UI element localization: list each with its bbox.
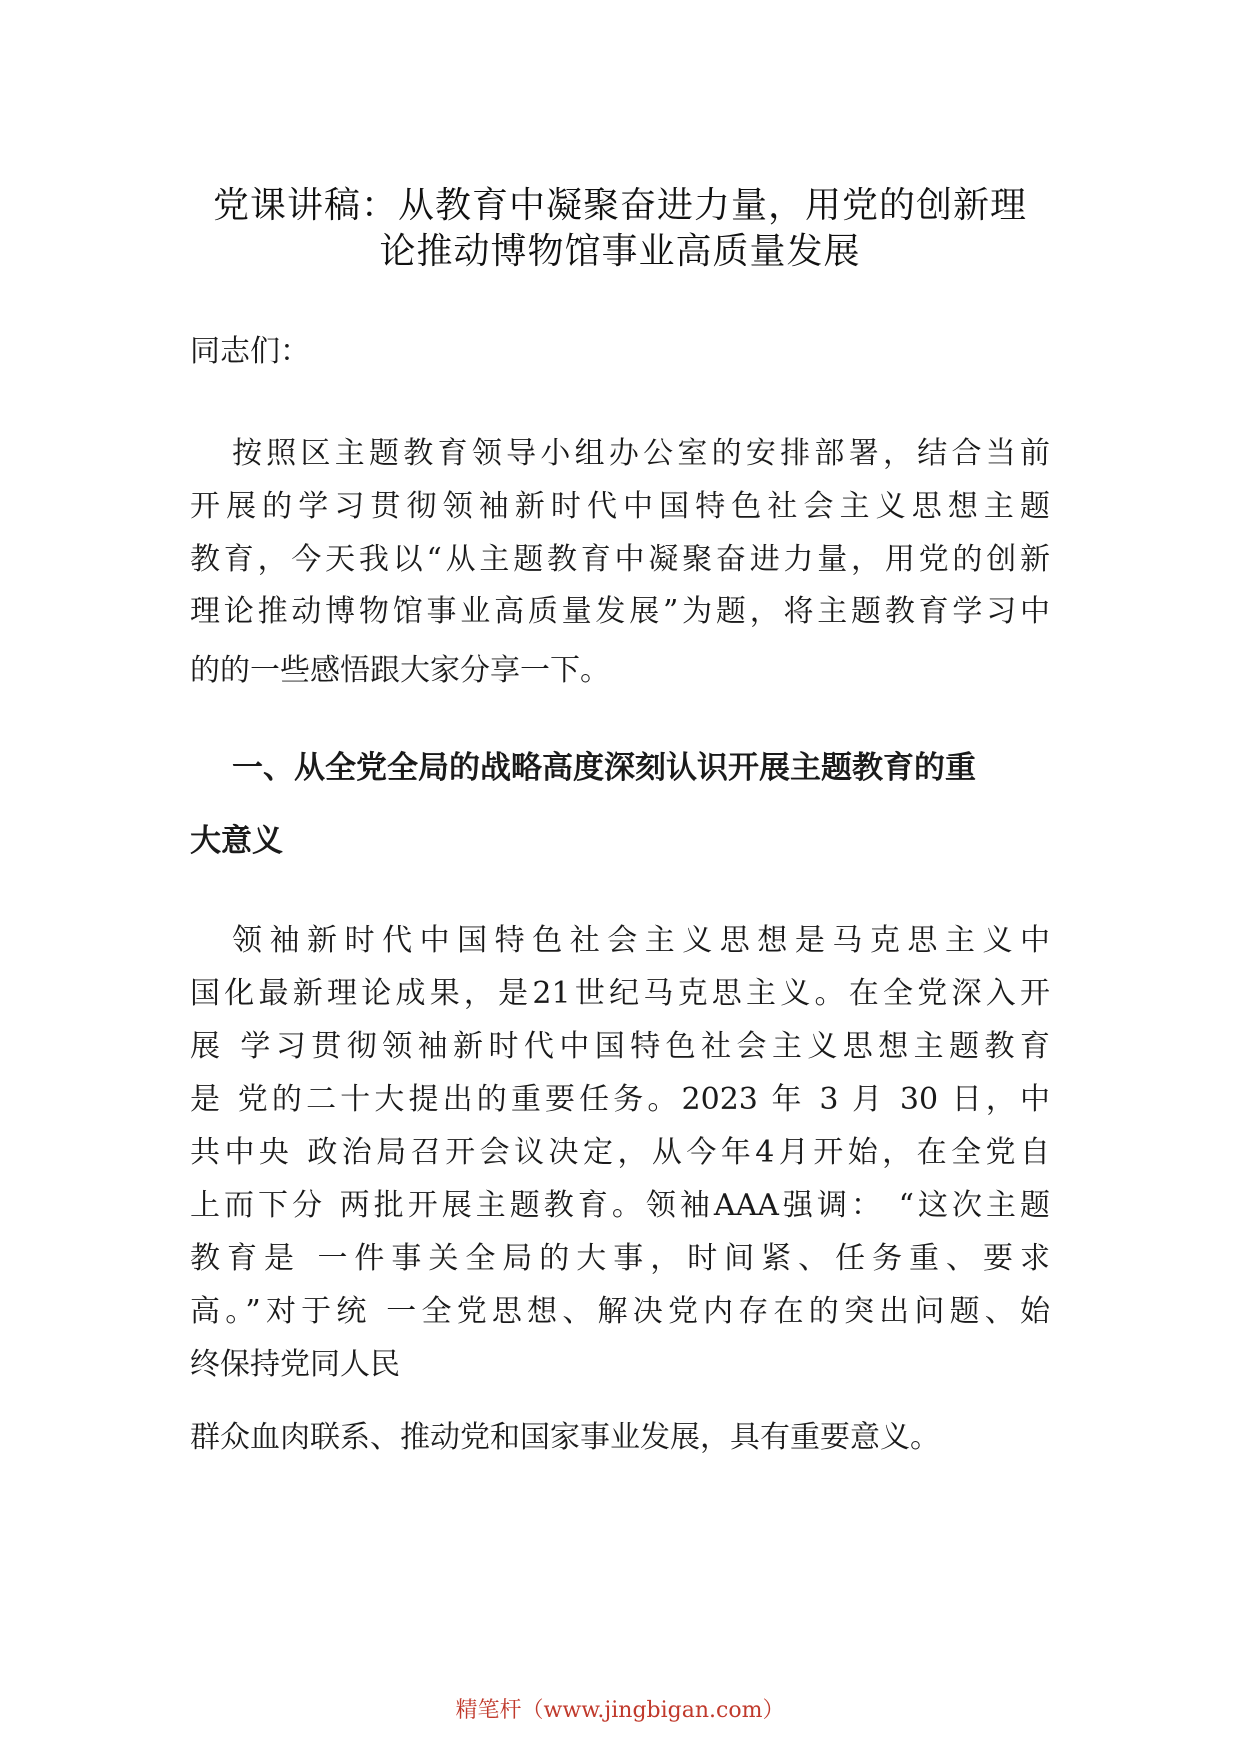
intro-line-5: 的的一些感悟跟大家分享一下。 [190, 653, 610, 688]
section-heading-line-2: 大意义 [190, 823, 283, 859]
body-line-10: 群众血肉联系、推动党和国家事业发展，具有重要意义。 [190, 1420, 940, 1455]
body-line-4: 是 党的二十大提出的重要任务。2023 年 3 月 30 日，中 [190, 1082, 1050, 1117]
section-heading-line-1: 一、从全党全局的战略高度深刻认识开展主题教育的重 [232, 750, 976, 786]
intro-line-3: 教育，今天我以“从主题教育中凝聚奋进力量，用党的创新 [190, 542, 1050, 577]
body-line-5: 共中央 政治局召开会议决定，从今年4月开始，在全党自 [190, 1135, 1050, 1170]
body-line-1: 领袖新时代中国特色社会主义思想是马克思主义中 [232, 923, 1050, 958]
body-line-9: 终保持党同人民 [190, 1347, 400, 1382]
body-line-8: 高。”对于统 一全党思想、解决党内存在的突出问题、始 [190, 1294, 1050, 1329]
document-title-line-2: 论推动博物馆事业高质量发展 [379, 231, 861, 272]
intro-line-1: 按照区主题教育领导小组办公室的安排部署，结合当前 [232, 436, 1050, 471]
intro-line-2: 开展的学习贯彻领袖新时代中国特色社会主义思想主题 [190, 489, 1050, 524]
document-title-line-1: 党课讲稿：从教育中凝聚奋进力量，用党的创新理 [212, 185, 1027, 226]
body-line-6: 上而下分 两批开展主题教育。领袖AAA强调： “这次主题 [190, 1188, 1050, 1223]
footer-watermark-link[interactable]: 精笔杆（www.jingbigan.com） [455, 1698, 785, 1723]
salutation: 同志们： [190, 334, 310, 369]
body-line-7: 教育是 一件事关全局的大事，时间紧、任务重、要求 [190, 1241, 1050, 1276]
intro-line-4: 理论推动博物馆事业高质量发展”为题，将主题教育学习中 [190, 594, 1050, 629]
body-line-2: 国化最新理论成果，是21世纪马克思主义。在全党深入开 [190, 976, 1050, 1011]
body-line-3: 展 学习贯彻领袖新时代中国特色社会主义思想主题教育 [190, 1029, 1050, 1064]
